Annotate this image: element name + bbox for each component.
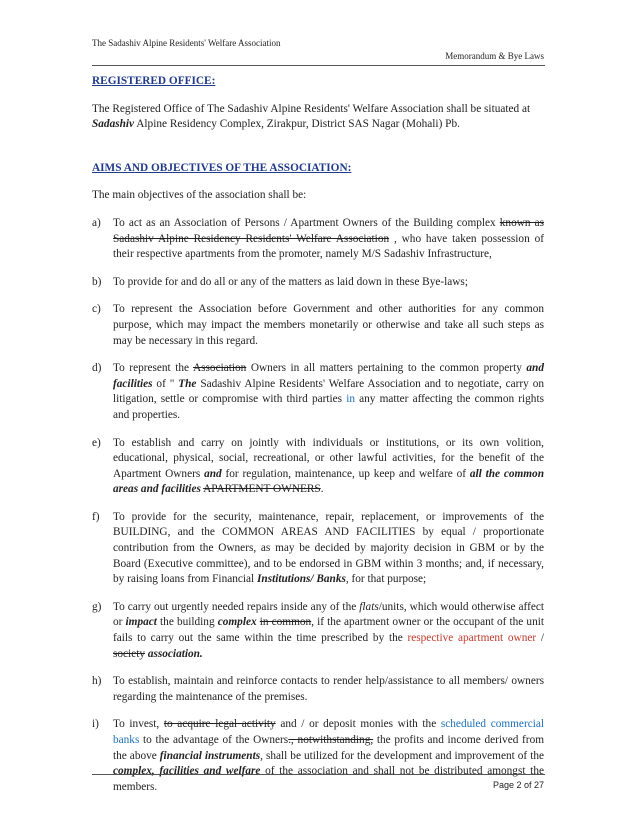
emphasis-text: and facilities xyxy=(113,362,544,390)
footer-rule xyxy=(92,774,545,775)
text-run: any matter affecting the common rights and properties. xyxy=(113,393,544,421)
emphasis-text: The xyxy=(178,377,197,390)
objective-label: b) xyxy=(92,275,102,288)
objective-b xyxy=(92,275,544,291)
objective-label: h) xyxy=(92,675,102,688)
objective-label: i) xyxy=(92,718,99,731)
text-run: for regulation, maintenance, up keep and welfare of xyxy=(221,467,470,480)
objective-i xyxy=(92,717,544,795)
objective-d xyxy=(92,361,544,423)
emphasis-text: all the common areas and facilities xyxy=(113,467,544,496)
aims-heading: AIMS AND OBJECTIVES OF THE ASSOCIATION: xyxy=(92,161,352,174)
objective-c xyxy=(92,302,544,349)
objective-text xyxy=(113,717,544,795)
emphasis-text: and xyxy=(204,467,222,480)
text-run: /units, which would otherwise affect or xyxy=(113,600,545,629)
emphasis-text: impact xyxy=(125,616,157,629)
inserted-text: in xyxy=(346,393,355,406)
struck-text: in common xyxy=(259,616,312,629)
inserted-text: scheduled commercial banks xyxy=(113,718,545,746)
objective-text xyxy=(113,436,544,498)
inserted-text: respective apartment owner xyxy=(407,632,537,645)
emphasis-text: Institutions/ Banks xyxy=(257,573,346,586)
text-run: To establish and carry on jointly with individuals or institutions, or its own volition, educational, physical, social, recreational, or other lawful activities, for the benefit of the Apartment Owners xyxy=(113,436,544,480)
objective-label: d) xyxy=(92,362,102,375)
header-document-title: Memorandum & Bye Laws xyxy=(445,51,544,61)
text-run: , for that purpose; xyxy=(345,573,427,586)
text-run: / xyxy=(536,632,544,645)
struck-text: to acquire legal activity xyxy=(163,718,276,731)
text-run: Owners in all matters pertaining to the common property xyxy=(246,362,527,375)
text-run: the building xyxy=(156,616,218,629)
objective-label: c) xyxy=(92,303,101,316)
aims-section xyxy=(92,161,544,796)
text-run: To act as an Association of Persons / Apartment Owners of the Building complex xyxy=(113,216,500,229)
text-run: To represent the xyxy=(113,362,193,375)
objective-g xyxy=(92,600,544,662)
registered-office-heading: REGISTERED OFFICE: xyxy=(92,75,216,87)
objective-f xyxy=(92,510,544,588)
objective-h xyxy=(92,674,544,705)
italic-text: flats xyxy=(359,600,379,613)
emphasis-text: association. xyxy=(147,647,203,660)
emphasis-text: complex, facilities and welfare xyxy=(113,765,261,778)
text-run: . xyxy=(320,483,324,496)
registered-office-text-1: The Registered Office of The Sadashiv Alpine Residents' Welfare Association shall be situated at xyxy=(92,102,531,115)
emphasis-text: complex xyxy=(217,616,257,629)
aims-intro: The main objectives of the association shall be: xyxy=(92,189,307,202)
objective-text: To provide for and do all or any of the matters as laid down in these Bye-laws; xyxy=(113,275,468,288)
objective-label: a) xyxy=(92,216,101,229)
objective-text: To represent the Association before Government and other authorities for any common purpose, which may impact the members monetarily or otherwise and take all such steps as may be necessary in this regard. xyxy=(113,303,544,347)
objective-text xyxy=(113,600,544,662)
registered-office-section xyxy=(92,74,544,133)
emphasis-text: financial instruments xyxy=(159,749,261,762)
registered-office-text-2: Alpine Residency Complex, Zirakpur, District SAS Nagar (Mohali) Pb. xyxy=(134,118,460,131)
objective-label: f) xyxy=(92,510,100,523)
objective-text xyxy=(113,216,544,263)
objective-a xyxy=(92,216,544,263)
document-body xyxy=(92,74,544,795)
struck-text: ., notwithstanding, xyxy=(288,734,374,746)
page-number: Page 2 of 27 xyxy=(492,780,544,790)
struck-text: Association xyxy=(192,362,247,375)
header-association-name: The Sadashiv Alpine Residents' Welfare Association xyxy=(92,38,281,48)
objective-label: g) xyxy=(92,600,102,613)
text-run: To invest, xyxy=(113,718,164,731)
text-run: To carry out urgently needed repairs inside any of the xyxy=(113,600,360,613)
objective-text xyxy=(113,510,544,588)
text-run: the profits and income derived from the above xyxy=(113,734,545,762)
struck-text: society xyxy=(113,647,145,660)
text-run: , shall be utilized for the development and improvement of the xyxy=(260,749,544,762)
objective-label: e) xyxy=(92,436,101,449)
text-run: Sadashiv Alpine Residents' Welfare Association and to negotiate, carry on litigation, settle or compromise with third parties xyxy=(113,377,545,406)
struck-text: APARTMENT OWNERS xyxy=(203,483,321,496)
objective-text xyxy=(113,361,544,423)
text-run: of the association and shall not be distributed amongst the members. xyxy=(113,765,544,793)
objective-e xyxy=(92,436,544,498)
registered-office-paragraph xyxy=(92,102,544,133)
registered-office-bold: Sadashiv xyxy=(92,118,135,131)
text-run: To provide for the security, maintenance, repair, replacement, or improvements of the BUILDING, and the COMMON AREAS AND FACILITIES by equal / proportionate contribution from the Owners, as may be decided by majority decision in GBM or by the Board (Executive committee), and to be endorsed in GBM within 3 months; and, if necessary, by raising loans from Financial xyxy=(113,510,544,586)
header-rule xyxy=(92,65,545,66)
text-run: and / or deposit monies with the xyxy=(275,718,441,731)
text-run: , if the apartment owner or the occupant of the unit fails to carry out the same within the time prescribed by the xyxy=(113,616,544,645)
struck-text: known as Sadashiv Alpine Residency Residents' Welfare Association xyxy=(113,216,544,245)
text-run: of " xyxy=(152,377,179,390)
objective-text: To establish, maintain and reinforce contacts to render help/assistance to all members/ owners regarding the maintenance of the premises. xyxy=(113,675,544,703)
text-run: to the advantage of the Owners xyxy=(139,734,289,746)
text-run: , who have taken possession of their respective apartments from the promoter, namely M/S Sadashiv Infrastructure, xyxy=(113,232,544,261)
